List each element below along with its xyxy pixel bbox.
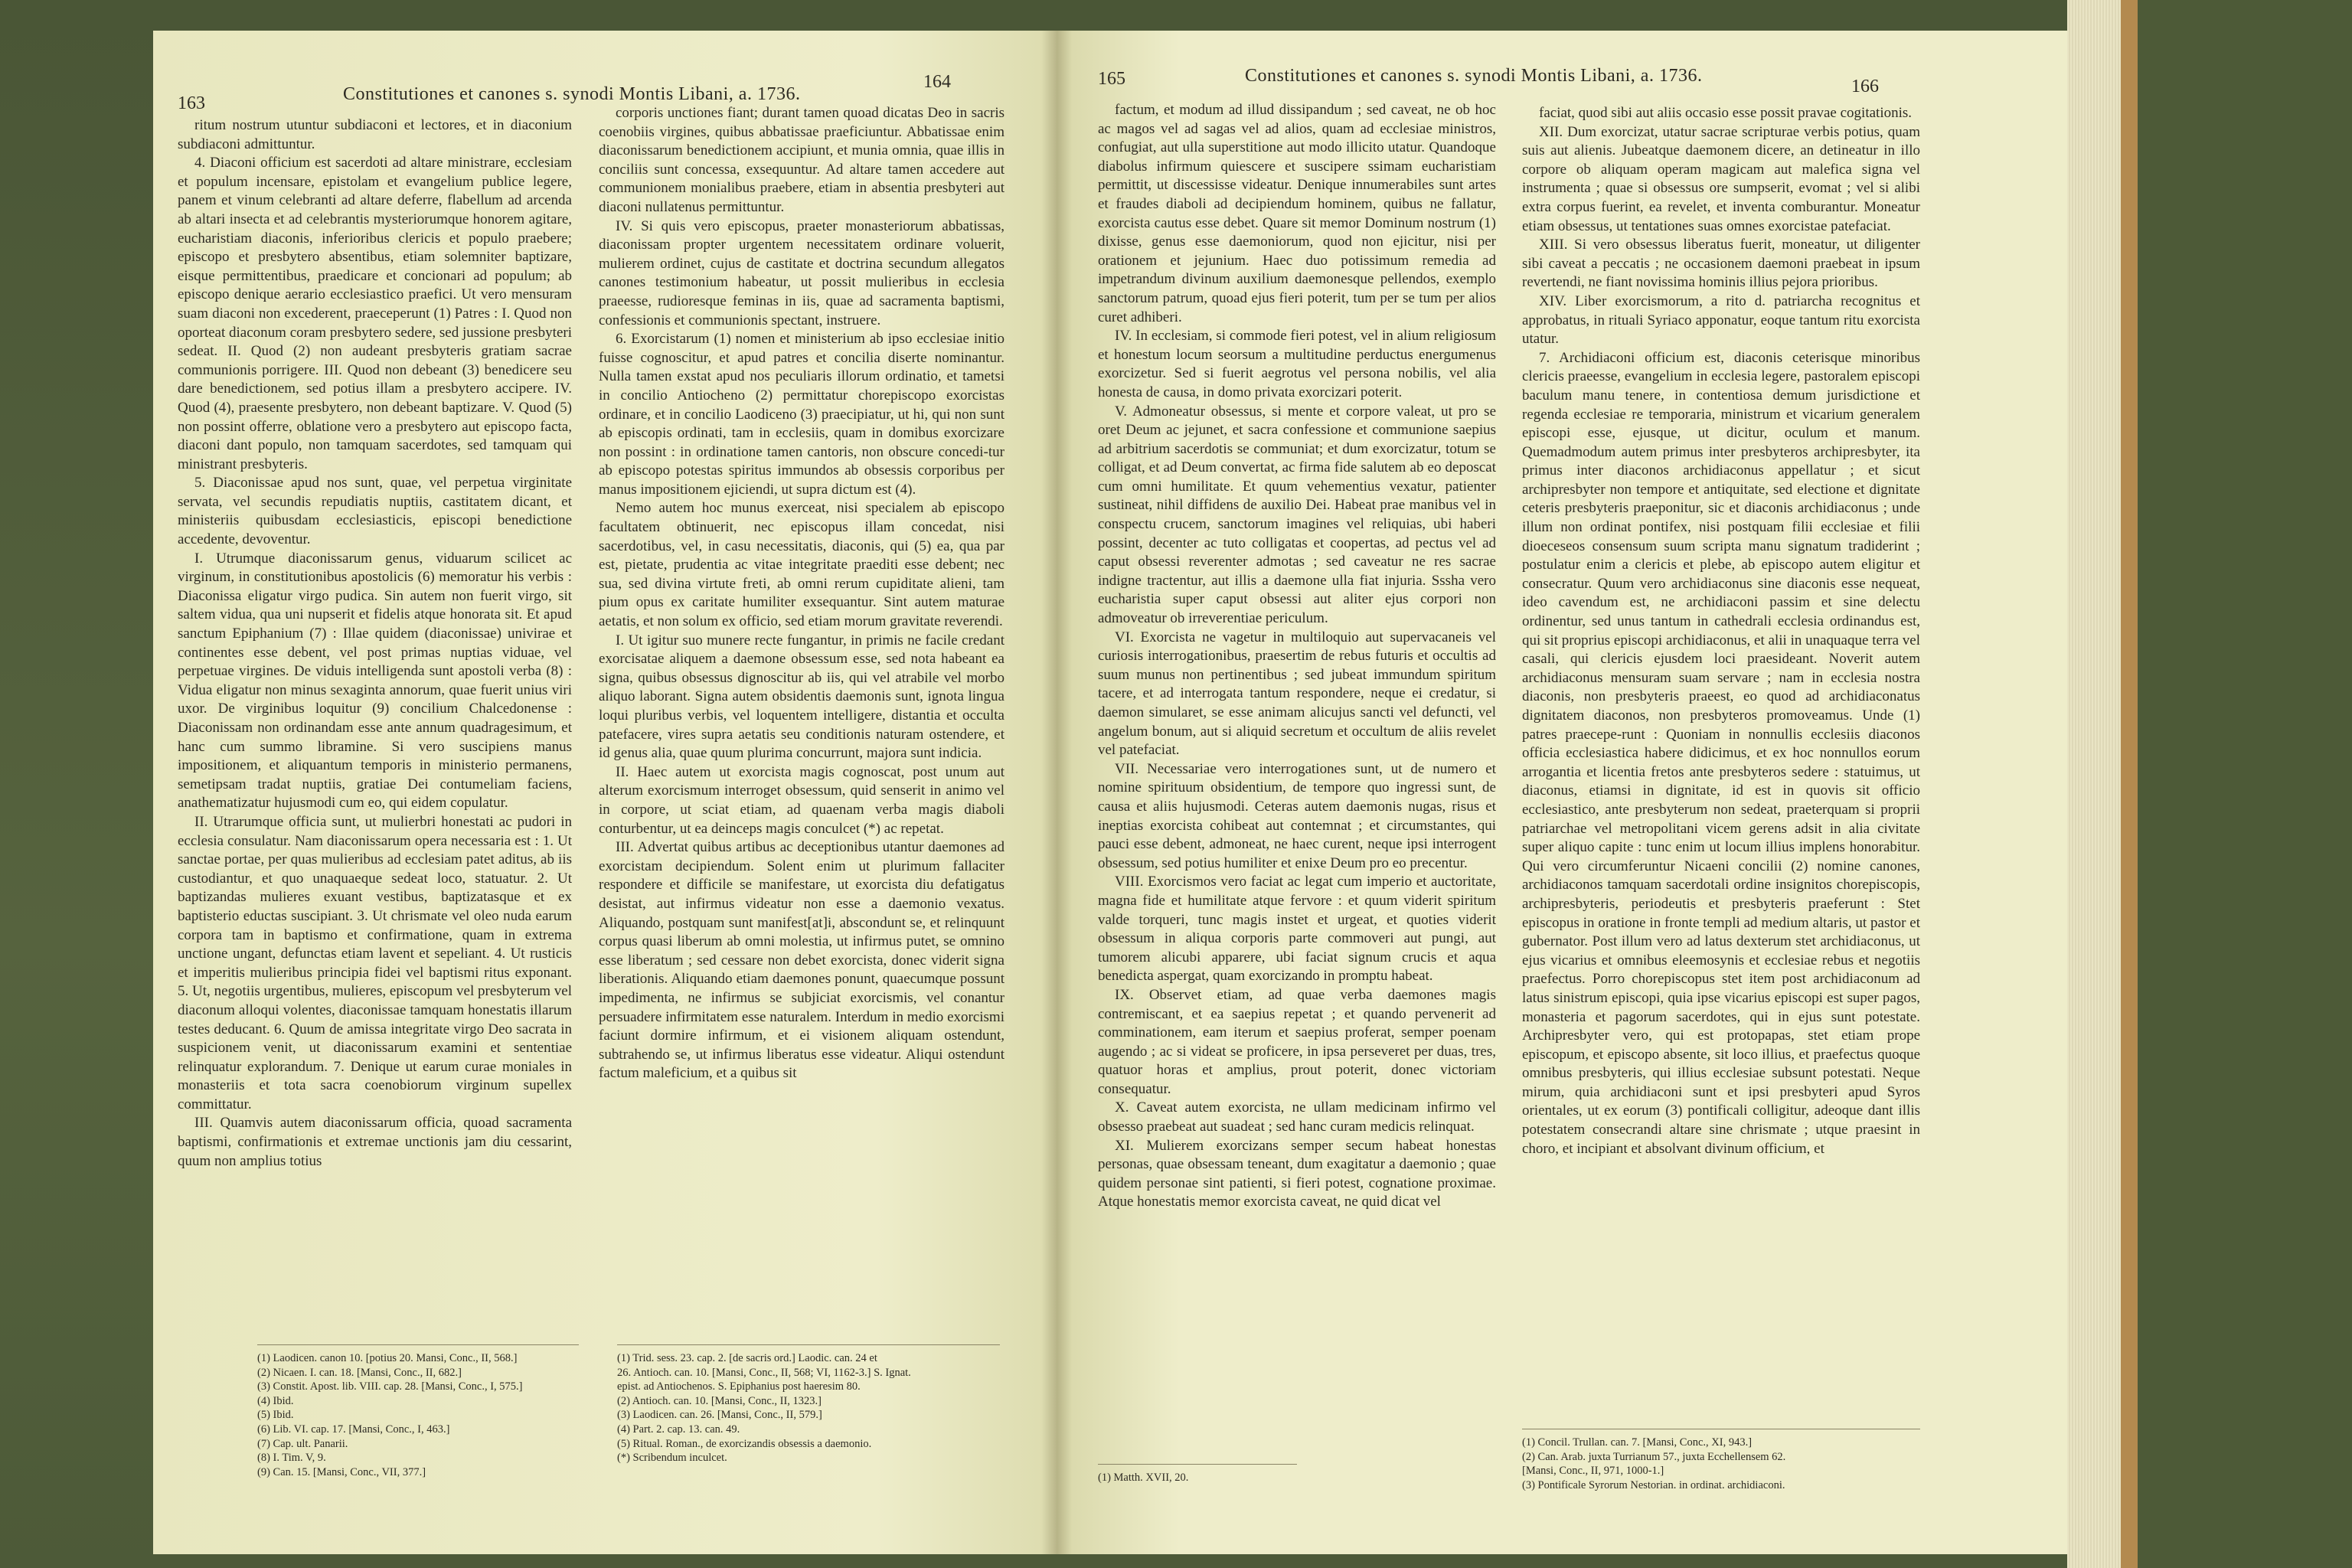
footnote: (*) Scribendum inculcet. [617, 1452, 727, 1465]
paragraph: VIII. Exorcismos vero faciat ac legat cum imperio et auctoritate, magna fide et humilitate atque fervore : et quum viderit spiritum valde torqueri, tunc magis instet et urgeat, et quoties viderit obsessum in aliqua corporis parte commoveri aut pungi, aut tumorem alicubi apparere, ubi faciat signum crucis et aqua benedicta aspergat, quam exorcizando in promptu habeat. [1098, 874, 1496, 985]
footnote: (8) I. Tim. V, 9. [257, 1452, 326, 1465]
running-head-right: Constitutiones et canones s. synodi Montis Libani, a. 1736. [1245, 66, 1703, 86]
paragraph: XII. Dum exorcizat, utatur sacrae scripturae verbis potius, quam suis aut alienis. Jubeatque daemonem dicere, an detineatur in illo corpore ob aliquam operam magicam aut malefica signa vel instrumenta ; quae si obsessus ore sumpserit, evomat ; vel si alibi extra corpus fuerint, ea revelet, et inventa comburantur. Moneatur etiam obsessus, ut tentationes suas omnes exorcistae patefaciat. [1522, 123, 1920, 234]
footnote: (1) Matth. XVII, 20. [1098, 1472, 1189, 1484]
footnote: (4) Part. 2. cap. 13. can. 49. [617, 1423, 740, 1436]
footnotes-right-col2 [1522, 1429, 1920, 1492]
paragraph: VI. Exorcista ne vagetur in multiloquio aut supervacaneis vel curiosis interrogationibus, praesertim de rebus futuris et occultis ad suum munus non pertinentibus ; sed jubeat immundum spiritum tacere, et ad interrogata tantum respondere, neque ei credatur, si daemon simularet, se esse animam alicujus sancti vel defuncti, vel angelum bonum, aut si aliquid secretum et occultum de aliis revelet vel patefaciat. [1098, 629, 1496, 759]
footnote: (5) Ritual. Roman., de exorcizandis obsessis a daemonio. [617, 1437, 872, 1450]
paragraph: VII. Necessariae vero interrogationes sunt, ut de numero et nomine spirituum obsidentium, de tempore quo ingressi sunt, de causa et aliis hujusmodi. Ceteras autem daemonis nugas, risus et ineptias exorcista cohibeat aut contemnat ; et circumstantes, qui pauci esse debent, admoneat, ne haec curent, neque ipsi interrogent obsessum, sed potius humiliter et enixe Deum pro eo precentur. [1098, 760, 1496, 871]
paragraph: ritum nostrum utuntur subdiaconi et lectores, et in diaconium subdiaconi admittuntur. [178, 117, 572, 152]
paragraph: 6. Exorcistarum (1) nomen et ministerium ab ipso ecclesiae initio fuisse cognoscitur, et apud patres et concilia diserte nominantur. Nulla tamen exstat apud nos peculiaris illorum ordinatio, et tametsi in concilio Antiocheno (2) permittatur chorepiscopo exorcistas ordinare, et in concilio Laodiceno (3) praecipiatur, ut hi, qui non sunt ab episcopis ordinati, tam in ecclesiis, quam in domibus exorcizare non possint : in ordinatione tamen cantoris, non obscure concedi-tur ab episcopo potestas spiritus immundos ab obsessis corporibus per manus impositionem ejiciendi, ut supra dictum est (4). [599, 331, 1004, 498]
page-number-right-col2: 166 [1851, 77, 1879, 96]
footnote: [Mansi, Conc., II, 971, 1000-1.] [1522, 1465, 1664, 1478]
footnote: (2) Antioch. can. 10. [Mansi, Conc., II, 1323.] [617, 1394, 822, 1407]
book-gutter [1041, 31, 1072, 1554]
footnotes-left-col2 [617, 1344, 1000, 1465]
paragraph: II. Utrarumque officia sunt, ut mulierbri honestati ac pudori in ecclesia consulatur. Nam diaconissarum opera necessaria est : 1. Ut sanctae portae, per quas mulieribus ad ecclesiam patet aditus, ab iis custodiantur, et quo unaquaeque sedeat loco, statuatur. 2. Ut baptizandas mulieres exuant vestibus, baptizatasque et ex baptisterio eductas suscipiant. 3. Ut chrismate vel oleo nuda earum corpora tam in baptismo et confirmatione, quam in extrema unctione ungant, defunctas etiam lavent et sepeliant. 4. Ut rusticis et imperitis mulieribus principia fidei vel baptismi ritus exponant. 5. Ut, negotiis urgentibus, mulieres, episcopum vel presbyterum vel diaconum alloqui volentes, diaconissae tamquam honestatis illarum testes deducant. 6. Quum de amissa integritate virgo Deo sacrata in suspicionem venit, ut diaconissarum examini et sententiae relinquatur explorandum. 7. Denique ut earum curae moniales in monasteriis et tota sacra coenobiorum virginum supellex committatur. [178, 813, 572, 1112]
footnote: (7) Cap. ult. Panarii. [257, 1437, 348, 1450]
paragraph: 4. Diaconi officium est sacerdoti ad altare ministrare, ecclesiam et populum incensare, epistolam et evangelium publice legere, panem et vinum celebranti ad altare deferre, flabellum ad arcenda ab altari insecta et ad celebrantis mysteriorumque honorem agitare, eucharistiam diaconis, inferioribus clericis et populo praebere; episcopo et presbytero absentibus, etiam solemniter baptizare, eisque permittentibus, praedicare et concionari ad populum; ab episcopo denique aerario ecclesiastico praefici. Ut vero mensuram suam diaconi non excederent, praeceperunt (1) Patres : I. Quod non oporteat diaconum coram presbytero sedere, sed jussione presbyteri sedeat. II. Quod (2) non audeant presbyteris gratiam sacrae communionis porrigere. III. Quod non debeant (3) benedicere seu dare benedictionem, sed potius illam a presbytero accipere. IV. Quod (4), praesente presbytero, non debeant baptizare. V. Quod (5) non possint offerre, oblatione vero a presbytero aut episcopo facta, diaconi dant populo, non tamquam sacerdotes, sed tamquam qui ministrant presbyteris. [178, 155, 572, 472]
paragraph: XIII. Si vero obsessus liberatus fuerit, moneatur, ut diligenter sibi caveat a peccatis ; ne occasionem daemoni praebeat in ipsum revertendi, ne fiant novissima hominis illius pejora prioribus. [1522, 237, 1920, 291]
paragraph: IV. In ecclesiam, si commode fieri potest, vel in alium religiosum et honestum locum seorsum a multitudine perductus energumenus exorcizetur. Sed si fuerit aegrotus vel persona nobilis, vel alia honesta de causa, in domo privata exorcizari poterit. [1098, 328, 1496, 400]
page-number-right: 165 [1098, 69, 1125, 89]
paragraph: I. Ut igitur suo munere recte fungantur, in primis ne facile credant exorcisatae aliquem a daemone obsessum esse, sed nota habeant ea signa, quibus obsessus dignoscitur ab iis, qui vel atrabile vel morbo aliquo laborant. Signa autem obsidentis daemonis sunt, ignota lingua loqui pluribus verbis, vel loquentem intelligere, distantia et occulta patefacere, vires supra aetatis seu conditionis naturam ostendere, et id genus alia, quae quum plurima concurrunt, majora sunt indicia. [599, 632, 1004, 762]
left-column-2 [599, 104, 1004, 1329]
footnote: (2) Can. Arab. juxta Turrianum 57., juxta Ecchellensem 62. [1522, 1450, 1786, 1463]
paragraph: XI. Mulierem exorcizans semper secum habeat honestas personas, quae obsessam teneant, dum exagitatur a daemonio ; quae quidem personae sint patienti, si fieri potest, cognatione proximae. Atque honestatis memor exorcista caveat, ne quid dicat vel [1098, 1137, 1496, 1210]
paragraph: Nemo autem hoc munus exerceat, nisi specialem ab episcopo facultatem obtinuerit, nec episcopus illam concedat, nisi sacerdotibus, vel, in casu necessitatis, diaconis, qui (5) ea, qua par est, pietate, prudentia ac vitae integritate praediti esse debent; nec sua, sed divina virtute freti, ab omni rerum cupiditate alieni, tam pium opus ex caritate humiliter exsequantur. Sint autem maturae aetatis, et non solum ex officio, sed etiam morum gravitate reverendi. [599, 500, 1004, 630]
page-edges [2067, 0, 2121, 1568]
paragraph: XIV. Liber exorcismorum, a rito d. patriarcha recognitus et approbatus, in rituali Syriaco apponatur, eoque tantum ritu exorcista utatur. [1522, 292, 1920, 348]
footnotes-right-col1 [1098, 1464, 1297, 1485]
footnote: (5) Ibid. [257, 1409, 294, 1422]
footnote: epist. ad Antiochenos. S. Epiphanius post haeresim 80. [617, 1380, 861, 1393]
footnote: (9) Can. 15. [Mansi, Conc., VII, 377.] [257, 1465, 426, 1478]
left-column-1 [178, 116, 572, 1326]
right-column-2 [1522, 104, 1920, 1321]
paragraph: 7. Archidiaconi officium est, diaconis ceterisque minoribus clericis praeesse, evangelium in ecclesia legere, pastoralem episcopi baculum manu tenere, in contentiosa demum jurisdictione et regenda ecclesiae re temporaria, ministrum et vicarium generalem episcopi esse, ejusque, ut dicitur, oculum et manum. Quemadmodum autem primus inter presbyteros archipresbyter, ita primus inter diaconos archidiaconus appellatur ; et sicut archipresbyter non tempore et antiquitate, sed electione et dignitate ceteris presbyteris praeponitur, sic et diaconis archidiaconus ; unde illum non ordinat pontifex, nisi postquam filii ecclesiae et filii dioeceseos consensum suum scripta manu signatum tradiderint ; postulatur enim a clericis et plebe, ab episcopo autem eligitur et consecratur. Quum vero archidiaconus sine diaconis esse nequeat, ideo cavendum est, ne archidiaconi passim et sine delectu ordinentur, sed unus tantum in cathedrali ecclesia ordinandus est, qui sit proprius episcopi archidiaconus, et alii in unaquaque terra vel casali, qui clericis ejusdem loci praesideant. Noverit autem archidiaconus mensuram suam servare ; nam in ecclesia nostra diaconis, non presbyteris praeest, eo quod ad archidiaconatus dignitatem diaconos, non presbyteros promoveamus. Unde (1) patres praecepe-runt : Quoniam in nonnullis ecclesiis diaconos officia ecclesiastica habere didicimus, et ex hoc nonnullos eorum arrogantia et licentia fretos ante presbyteros sedere : statuimus, ut diaconus, etiamsi in dignitate, id est in quovis sit officio ecclesiastico, ante presbyterum non sedeat, praeterquam si proprii patriarchae vel metropolitani vicem gerens adsit in alia civitate super aliquo capite : tunc enim ut locum illius implens honorabitur. Qui vero circumferuntur Nicaeni concilii (2) nomine canones, archidiaconos tamquam sacerdotali ordine insignitos chorepiscopis, archipresbyteris, periodeutis et presbyteris praeferunt : Stet episcopus in oratione in fronte templi ad medium altaris, ut pastor et gubernator. Post illum vero ad latus dexterum stet archidiaconus, ut ejus vicarius et omnibus eleemosynis et ecclesiae rebus et negotiis praefectus. Porro chorepiscopus stet item post archidiaconum ad latus sinistrum episcopi, quia ipse vicarius episcopi est super pagos, monasteria et pagorum sacerdotes, qui in ejus sunt potestate. Archipresbyter vero, qui est protopapas, stet etiam prope episcopum, et episcopo absente, sit loco illius, et praefectus quoque omnibus presbyteris, qui illius ecclesiae subsunt potestati. Neque mirum, quia archidiaconi sunt et ipsi presbyteri apud Syros orientales, ut ex eorum (3) pontificali colligitur, adeoque dant illis potestatem consecrandi altare sine chrismate ; utque praesint in choro, et incipiant et absolvant divinum officium, et [1522, 349, 1920, 1157]
footnote: (3) Pontificale Syrorum Nestorian. in ordinat. archidiaconi. [1522, 1478, 1785, 1491]
footnote: 26. Antioch. can. 10. [Mansi, Conc., II, 568; VI, 1162-3.] S. Ignat. [617, 1366, 911, 1379]
footnote: (3) Constit. Apost. lib. VIII. cap. 28. [Mansi, Conc., I, 575.] [257, 1380, 523, 1393]
paragraph: corporis unctiones fiant; durant tamen quoad dicatas Deo in sacris coenobiis virgines, quibus abbatissae praeficiuntur. Abbatissae enim diaconissarum benedictionem accipiunt, et munia omnia, quae illis in conciliis sunt concessa, exsequuntur. Ad altare tamen accedere aut communionem monialibus praebere, etiam in absentia presbyteri aut diaconi nullatenus permittuntur. [599, 105, 1004, 215]
book-cover [2121, 0, 2352, 1568]
footnote: (1) Trid. sess. 23. cap. 2. [de sacris ord.] Laodic. can. 24 et [617, 1352, 877, 1364]
footnotes-left-col1 [257, 1344, 579, 1479]
paragraph: 5. Diaconissae apud nos sunt, quae, vel perpetua virginitate servata, vel secundis repudiatis nuptiis, castitatem dicant, et ministeriis quibusdam ecclesiasticis, episcopi benedictione accedente, devoventur. [178, 475, 572, 548]
paragraph: III. Quamvis autem diaconissarum officia, quoad sacramenta baptismi, confirmationis et extremae unctionis jam diu cessarint, quum non amplius totius [178, 1115, 572, 1169]
paragraph: III. Advertat quibus artibus ac deceptionibus utantur daemones ad exorcistam decipiendum. Solent enim ut plurimum fallaciter respondere et difficile se manifestare, ut exorcista diu defatigatus desistat, aut infirmus videatur non esse a daemonio vexatus. Aliquando, postquam sunt manifest[at]i, abscondunt se, et relinquunt corpus quasi liberum ab omni molestia, ut infirmus putet, se omnino esse liberatum ; sed cessare non debet exorcista, donec viderit signa liberationis. Aliquando etiam daemones ponunt, quaecumque possunt impedimenta, ne infirmus se subjiciat exorcismis, vel conantur persuadere infirmitatem esse naturalem. Interdum in medio exorcismi faciunt dormire infirmum, et ei visionem aliquam ostendunt, subtrahendo se, ut infirmus liberatus esse videatur. Aliqui ostendunt factum maleficium, et a quibus sit [599, 839, 1004, 1082]
footnote: (1) Concil. Trullan. can. 7. [Mansi, Conc., XI, 943.] [1522, 1436, 1753, 1449]
paragraph: factum, et modum ad illud dissipandum ; sed caveat, ne ob hoc ac magos vel ad sagas vel ad alios, quam ad ecclesiae ministros, confugiat, aut ulla superstitione aut modo illicito utatur. Quandoque diabolus infirmum quiescere et suscipere ssimam eucharistiam permittit, ut discessisse videatur. Denique innumerabiles sunt artes et fraudes diaboli ad decipiendum hominem, quibus ne fallatur, exorcista cautus esse debet. Quare sit memor Dominum nostrum (1) dixisse, genus esse daemoniorum, quod non ejicitur, nisi per orationem et jejunium. Haec duo potissimum remedia ad impetrandum divinum auxilium daemonesque pellendos, exemplo sanctorum patrum, quoad ejus fieri poterit, tum per se tum per alios curet adhiberi. [1098, 102, 1496, 325]
running-head-left: Constitutiones et canones s. synodi Montis Libani, a. 1736. [343, 84, 801, 104]
right-column-1 [1098, 101, 1496, 1311]
paragraph: II. Haec autem ut exorcista magis cognoscat, post unum aut alterum exorcismum interroget obsessum, quid senserit in animo vel in corpore, ut sciat etiam, ad quaenam verba magis diaboli conturbentur, ut ea deinceps magis conculcet (*) ac repetat. [599, 763, 1004, 837]
paragraph: I. Utrumque diaconissarum genus, viduarum scilicet ac virginum, in constitutionibus apostolicis (6) memoratur his verbis : Diaconissa eligatur virgo pudica. Sin autem non fuerit virgo, sit saltem vidua, qua uni nupserit et fidelis atque honorata sit. Et apud sanctum Epiphanium (7) : Illae quidem (diaconissae) univirae et continentes esse debent, vel post primas nuptias viduae, vel perpetuae virgines. De viduis intelligenda sunt apostoli verba (8) : Vidua eligatur non minus sexaginta annorum, quae fuerit unius viri uxor. De virginibus loquitur (9) concilium Chalcedonense : Diaconissam non ordinandam esse ante annum quadragesimum, et hanc cum summo libramine. Si vero suscipiens manus impositionem, et aliquantum temporis in ministerio permanens, semetipsam tradat nuptiis, gratiae Dei contumeliam faciens, anathematizatur hujusmodi cum eo, qui eidem copulatur. [178, 550, 572, 812]
paragraph: IX. Observet etiam, ad quae verba daemones magis contremiscant, et ea saepius repetat ; et quando pervenerit ad comminationem, eam iterum et saepius proferat, semper poenam augendo ; ac si videat se proficere, in ipsa perseveret per duas, tres, quatuor horas et amplius, prout poterit, donec victoriam consequatur. [1098, 986, 1496, 1097]
page-number-left: 163 [178, 93, 205, 113]
paragraph: IV. Si quis vero episcopus, praeter monasteriorum abbatissas, diaconissam propter urgentem necessitatem ordinare voluerit, mulierem ordinet, cujus de castitate et doctrina secundum allegatos canones testimonium habeatur, ut possit mulieribus in ecclesia praeesse, rudioresque feminas in iis, quae ad sacramenta baptismi, confessionis et communionis spectant, instruere. [599, 217, 1004, 328]
paragraph: X. Caveat autem exorcista, ne ullam medicinam infirmo vel obsesso praebeat aut suadeat ; sed hanc curam medicis relinquat. [1098, 1099, 1496, 1135]
cover-board-edge [2121, 0, 2138, 1568]
page-number-left-col2: 164 [923, 72, 951, 92]
footnote: (2) Nicaen. I. can. 18. [Mansi, Conc., II, 682.] [257, 1366, 462, 1379]
footnote: (1) Laodicen. canon 10. [potius 20. Mansi, Conc., II, 568.] [257, 1352, 518, 1364]
paragraph: faciat, quod sibi aut aliis occasio esse possit pravae cogitationis. [1539, 105, 1913, 121]
footnote: (4) Ibid. [257, 1394, 294, 1407]
footnote: (6) Lib. VI. cap. 17. [Mansi, Conc., I, 463.] [257, 1423, 450, 1436]
footnote: (3) Laodicen. can. 26. [Mansi, Conc., II, 579.] [617, 1409, 822, 1422]
paragraph: V. Admoneatur obsessus, si mente et corpore valeat, ut pro se oret Deum ac jejunet, et sacra confessione et communione saepius ad arbitrium sacerdotis se communiat; et dum exorcizatur, totum se colligat, et ad Deum convertat, ac firma fide salutem ab eo deposcat cum omni humilitate. Et quum vehementius vexatur, patienter sustineat, nihil diffidens de auxilio Dei. Habeat prae manibus vel in conspectu crucem, sanctorum imagines vel reliquias, ubi haberi possint, decenter ac tuto colligatas et coopertas, ad pectus vel ad caput obsessi reverenter admotas ; sed caveatur ne res sacrae indigne tractentur, aut illis a daemone ulla fiat injuria. Sssha vero eucharistia super caput obsessi aut aliter ejus corpori non admoveatur ob irreverentiae periculum. [1098, 403, 1496, 627]
